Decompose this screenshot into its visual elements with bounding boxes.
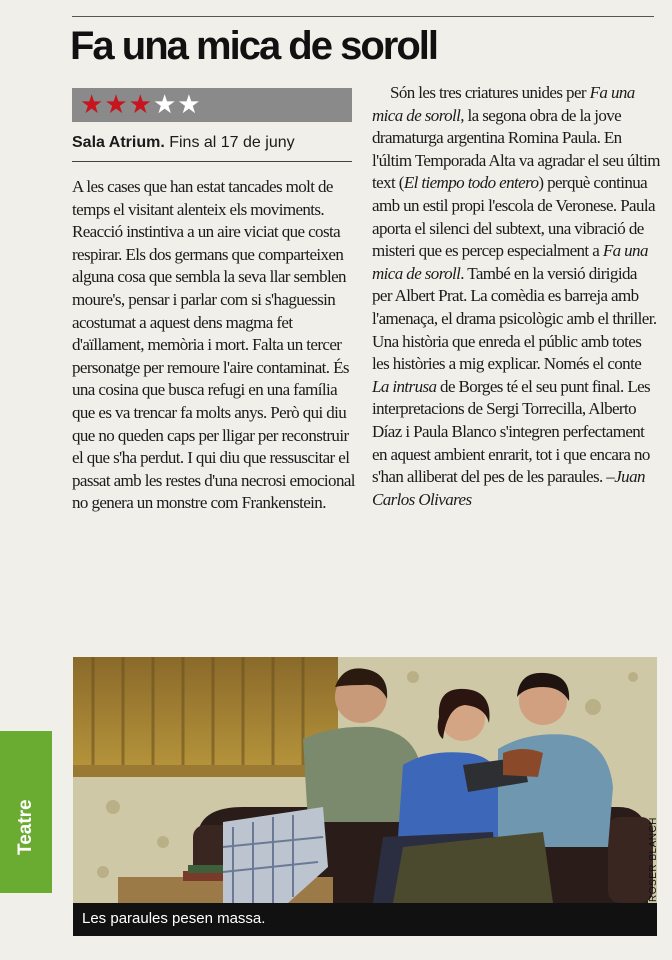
section-label: Teatre: [15, 799, 36, 855]
play-title-ref-2: Fa una mica de soroll: [372, 241, 648, 283]
venue-info: [72, 133, 354, 153]
photo-caption-bar: [73, 903, 657, 936]
star-rating: [80, 89, 202, 121]
rating-bar: [72, 88, 352, 122]
body-paragraph-right: [372, 82, 660, 511]
previous-work-ref: El tiempo todo entero: [403, 173, 539, 193]
article-title: Fa una mica de soroll: [70, 24, 438, 68]
star-filled-icon: ★: [104, 90, 129, 120]
body-text-5: de Borges té el seu punt final. Les interpretacions de Sergi Torrecilla, Alberto Díaz i Paula Blanco s'integren perfectament en aquest ambient enrarit, tot i que encara no s'han alliberat del pes de les paraules. –: [372, 376, 651, 487]
star-empty-icon: ★: [152, 90, 178, 120]
production-photo-illustration: [73, 657, 657, 903]
body-text-2: , la segona obra de la jove dramaturga argentina Romina Paula. En l'últim Temporada Alta va agradar el seu últim text (: [372, 105, 660, 193]
body-paragraph-left: A les cases que han estat tancades molt de temps el visitant alenteix els moviments. Reacció instintiva a un aire viciat que costa respirar. Els dos germans que comparteixen alguna cosa que sembla la seva llar semblen moure's, pensar i parlar com si s'haguessin acostumat a aquest dens magma fet d'aïllament, memòria i mort. Falta un tercer personatge per remoure l'aire contaminat. És una cosina que busca refugi en una família que es va trencar fa molts anys. Però qui diu que no queden caps per lligar per reconstruir el que s'ha perdut. I qui diu que ressuscitar el passat amb les restes d'una necrosi emocional no genera un monstre com Frankenstein.: [72, 177, 355, 513]
venue-name: Sala Atrium.: [72, 134, 165, 151]
article-column-left: [72, 176, 356, 515]
play-title-ref: Fa una mica de soroll: [372, 83, 635, 125]
author-byline: Juan Carlos Olivares: [372, 467, 645, 509]
body-text-1: Són les tres criatures unides per: [390, 83, 590, 102]
star-empty-icon: ★: [177, 90, 202, 120]
venue-rule: [72, 161, 352, 162]
production-photo: [73, 657, 657, 903]
photo-credit: ROSER BLANCH: [648, 817, 659, 902]
star-filled-icon: ★: [128, 90, 153, 120]
star-filled-icon: ★: [80, 90, 105, 120]
photo-caption: Les paraules pesen massa.: [82, 910, 266, 927]
borges-story-ref: La intrusa: [372, 376, 437, 396]
body-text-3: ) perquè continua amb un estil propi l'escola de Veronese. Paula aporta el silenci del subtext, una vibració de misteri que es percep especialment a: [372, 173, 655, 261]
body-text-4: . També en la versió dirigida per Albert Prat. La comèdia es barreja amb l'amenaça, el drama psicològic amb el thriller. Una història que enreda el públic amb totes les històries a mig explicar. Només el conte: [372, 263, 657, 374]
section-tab: [0, 731, 52, 893]
article-column-right: [372, 82, 660, 511]
venue-dates: Fins al 17 de juny: [164, 134, 295, 151]
top-rule: [72, 16, 654, 17]
